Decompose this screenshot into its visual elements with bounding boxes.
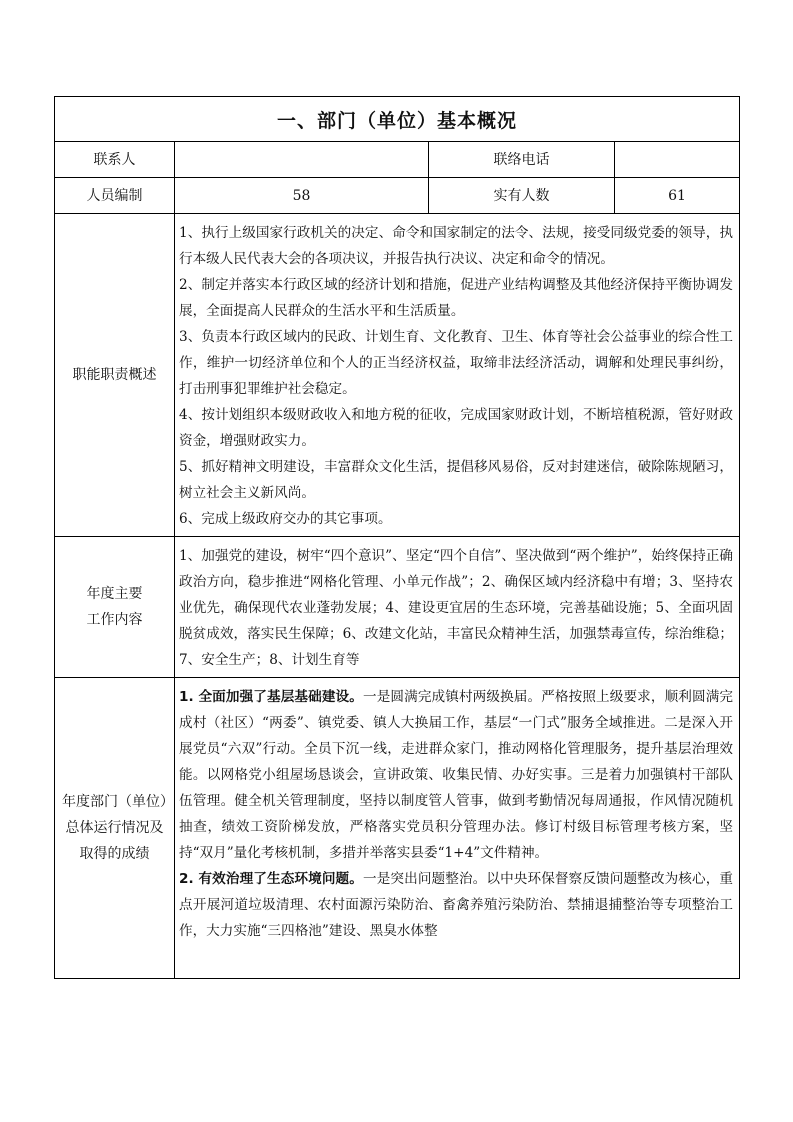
duty-item: 3、负责本行政区域内的民政、计划生育、文化教育、卫生、体育等社会公益事业的综合性工作，维护一切经济单位和个人的正当经济权益，取缔非法经济活动，调解和处理民事纠纷，打击刑事犯罪维护社会稳定。 — [179, 329, 734, 397]
annual-work-label — [55, 537, 175, 678]
duties-label: 职能职责概述 — [55, 214, 175, 537]
staff-quota-label: 人员编制 — [55, 178, 175, 214]
duty-item: 1、执行上级国家行政机关的决定、命令和国家制定的法令、法规，接受同级党委的领导，执行本级人民代表大会的各项决议，并报告执行决议、决定和命令的情况。 — [179, 225, 734, 267]
achievements-label: 年度部门（单位）总体运行情况及取得的成绩 — [55, 678, 175, 979]
duty-item: 5、抓好精神文明建设，丰富群众文化生活，提倡移风易俗，反对封建迷信，破除陈规陋习，树立社会主义新风尚。 — [179, 459, 734, 501]
achievement-body: 一是突出问题整治。以中央环保督察反馈问题整改为核心，重点开展河道垃圾清理、农村面源污染防治、畜禽养殖污染防治、禁捕退捕整治等专项整治工作，大力实施“三四格池”建设、黑臭水体整 — [179, 871, 734, 939]
achievement-heading: 2. 有效治理了生态环境问题。 — [179, 871, 363, 887]
achievement-body: 一是圆满完成镇村两级换届。严格按照上级要求，顺利圆满完成村（社区）“两委”、镇党委、镇人大换届工作，基层“一门式”服务全域推进。二是深入开展党员“六双”行动。全员下沉一线，走进群众家门，推动网格化管理服务，提升基层治理效能。以网格党小组屋场恳谈会，宣讲政策、收集民情、办好实事。三是着力加强镇村干部队伍管理。健全机关管理制度，坚持以制度管人管事，做到考勤情况每周通报，作风情况随机抽查，绩效工资阶梯发放，严格落实党员积分管理办法。修订村级目标管理考核方案，坚持“双月”量化考核机制，多措并举落实县委“1+4”文件精神。 — [179, 689, 734, 861]
contact-value — [175, 142, 429, 178]
duty-item: 4、按计划组织本级财政收入和地方税的征收，完成国家财政计划，不断培植税源，管好财政资金，增强财政实力。 — [179, 407, 734, 449]
annual-work-label-line2: 工作内容 — [86, 612, 143, 628]
achievement-item — [179, 684, 733, 866]
section-title: 一、部门（单位）基本概况 — [55, 97, 740, 142]
duties-content — [175, 214, 740, 537]
staff-quota-value: 58 — [175, 178, 429, 214]
annual-work-content — [175, 537, 740, 678]
staff-actual-value: 61 — [615, 178, 740, 214]
duty-item: 2、制定并落实本行政区域的经济计划和措施，促进产业结构调整及其他经济保持平衡协调发展，全面提高人民群众的生活水平和生活质量。 — [179, 277, 734, 319]
basic-info-table — [54, 96, 740, 979]
annual-work-label-line1: 年度主要 — [86, 586, 143, 602]
achievements-text-clip — [179, 684, 733, 974]
phone-label: 联络电话 — [429, 142, 615, 178]
achievement-item — [179, 866, 733, 944]
annual-work-text: 1、加强党的建设，树牢“四个意识”、坚定“四个自信”、坚决做到“两个维护”，始终保持正确政治方向，稳步推进“网格化管理、小单元作战”；2、确保区域内经济稳中有增；3、坚持农业优先，确保现代农业蓬勃发展；4、建设更宜居的生态环境，完善基础设施；5、全面巩固脱贫成效，落实民生保障；6、改建文化站，丰富民众精神生活，加强禁毒宣传，综治维稳；7、安全生产；8、计划生育等 — [179, 548, 734, 668]
achievement-heading: 1. 全面加强了基层基础建设。 — [179, 689, 363, 705]
contact-label: 联系人 — [55, 142, 175, 178]
achievements-content — [175, 678, 740, 979]
duty-item: 6、完成上级政府交办的其它事项。 — [179, 511, 392, 527]
staff-actual-label: 实有人数 — [429, 178, 615, 214]
phone-value — [615, 142, 740, 178]
